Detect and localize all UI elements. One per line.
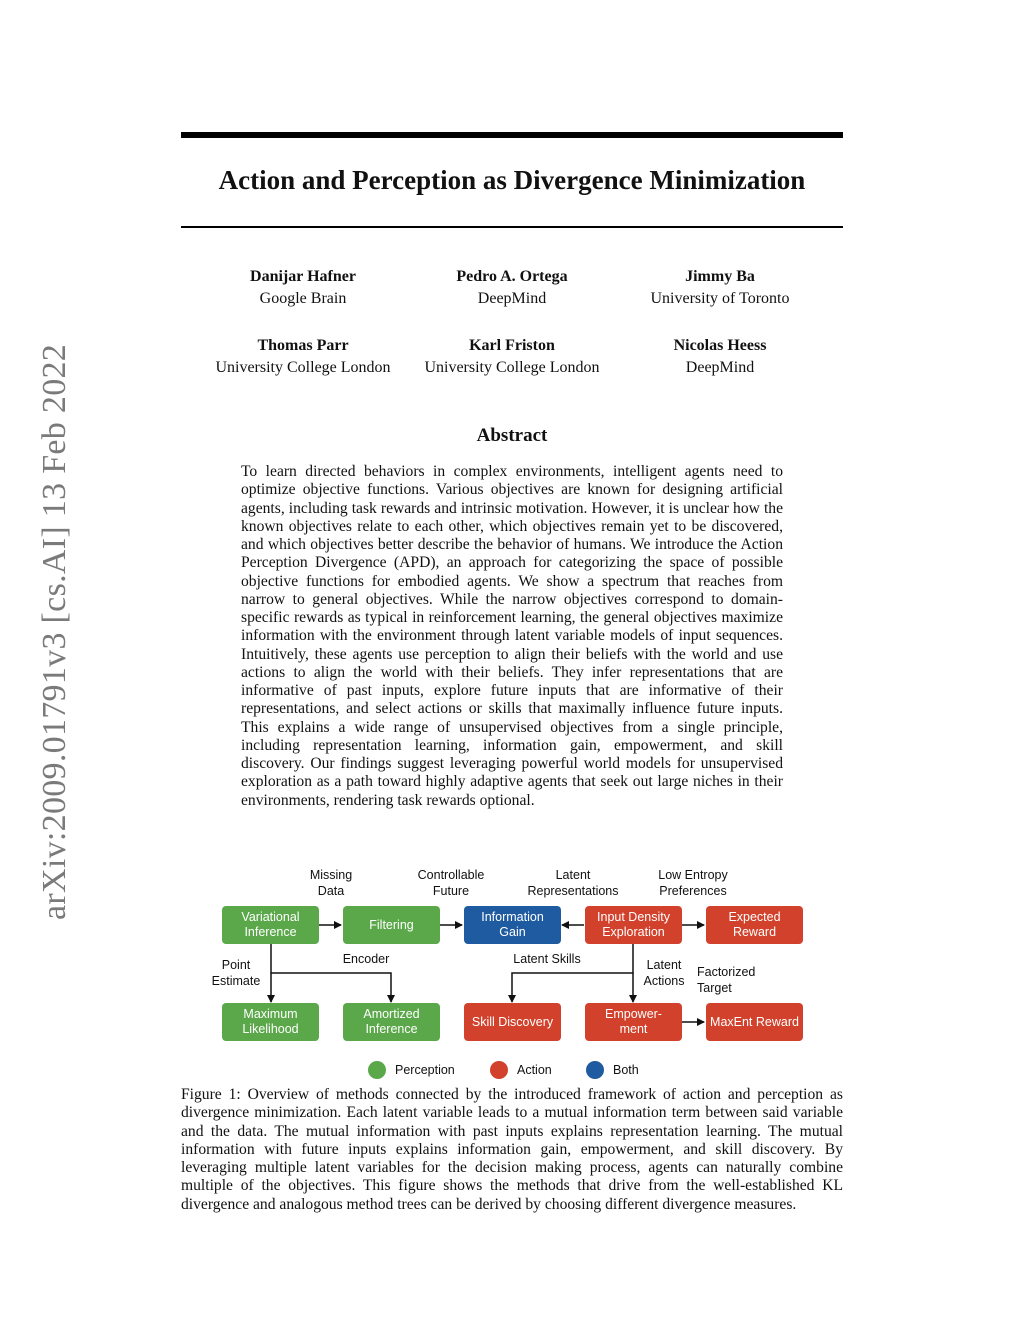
node-maxent-reward: MaxEnt Reward [706, 1003, 803, 1041]
label-missing-data: Missing Data [309, 868, 353, 898]
figure-caption: Figure 1: Overview of methods connected by the introduced framework of action and perception as divergence minimization. Each latent variable leads to a mutual information term between said variable and the data. The mutual information with past inputs explains representation learning. The mutual information with future inputs explains information gain, empowerment, and skill discovery. By leveraging multiple latent variables for the decision making process, agents can naturally combine multiple of the objectives. This figure shows the methods that drive from the well-established KL divergence and analogous method trees can be derived by choosing different divergence measures. [181, 1086, 843, 1213]
author-name: Jimmy Ba [685, 268, 755, 285]
label-point-estimate: Point Estimate [211, 958, 261, 988]
author-block [600, 266, 840, 310]
label-encoder: Encoder [342, 952, 390, 966]
label-latent-actions: Latent Actions [643, 958, 685, 988]
author-affiliation: Google Brain [259, 290, 347, 307]
legend-perception-swatch [368, 1061, 386, 1079]
author-affiliation: University College London [215, 359, 391, 376]
legend-both-label: Both [613, 1063, 639, 1077]
node-input-density-exploration: Input Density Exploration [585, 906, 682, 944]
author-name: Pedro A. Ortega [456, 268, 568, 285]
author-name: Danijar Hafner [250, 268, 356, 285]
label-low-entropy-preferences: Low Entropy Preferences [658, 868, 728, 898]
legend-action-swatch [490, 1061, 508, 1079]
label-factorized-target: Factorized Target [697, 965, 756, 995]
author-affiliation: DeepMind [477, 290, 547, 307]
node-variational-inference: Variational Inference [222, 906, 319, 944]
author-name: Thomas Parr [257, 337, 349, 354]
node-empowerment: Empower- ment [585, 1003, 682, 1041]
node-skill-discovery: Skill Discovery [464, 1003, 561, 1041]
node-amortized-inference: Amortized Inference [343, 1003, 440, 1041]
node-expected-reward: Expected Reward [706, 906, 803, 944]
author-affiliation: DeepMind [685, 359, 755, 376]
label-latent-skills: Latent Skills [513, 952, 581, 966]
node-filtering: Filtering [343, 906, 440, 944]
node-information-gain: Information Gain [464, 906, 561, 944]
arxiv-identifier: arXiv:2009.01791v3 [cs.AI] 13 Feb 2022 [36, 343, 73, 920]
author-affiliation: University College London [424, 359, 600, 376]
legend-action-label: Action [517, 1063, 552, 1077]
author-block [392, 335, 632, 379]
title-bottom-rule [181, 226, 843, 228]
paper-title: Action and Perception as Divergence Minimization [218, 165, 806, 195]
author-name: Karl Friston [469, 337, 555, 354]
author-affiliation: University of Toronto [650, 290, 790, 307]
author-block [183, 266, 423, 310]
abstract-text: To learn directed behaviors in complex environments, intelligent agents need to optimize objective functions. Various objectives are known for designing artificial agents, including task rewards and intrinsic motivation. However, it is unclear how the known objectives relate to each other, which objectives remain yet to be discovered, and which objectives better describe the behavior of humans. We introduce the Action Perception Divergence (APD), an approach for categorizing the space of possible objective functions for embodied agents. We show a spectrum that reaches from narrow to general objectives. While the narrow objectives correspond to domain-specific rewards as typical in reinforcement learning, the general objectives maximize information with the environment through latent variable models of input sequences. Intuitively, these agents use perception to align their beliefs with the world and use actions to align the world with their beliefs. They infer representations that are informative of past inputs, explore future inputs that are informative of their representations, and select actions or skills that maximally influence future inputs. This explains a wide range of unsupervised objectives from a single principle, including representation learning, information gain, empowerment, and skill discovery. Our findings suggest leveraging powerful world models for unsupervised exploration as a path toward highly adaptive agents that seek out large niches in their environments, rendering task rewards optional. [241, 463, 783, 809]
author-block [183, 335, 423, 379]
legend-perception-label: Perception [395, 1063, 455, 1077]
author-block [392, 266, 632, 310]
label-latent-representations: Latent Representations [527, 868, 619, 898]
abstract-heading: Abstract [476, 425, 548, 446]
title-top-rule [181, 132, 843, 138]
legend-both-swatch [586, 1061, 604, 1079]
node-maximum-likelihood: Maximum Likelihood [222, 1003, 319, 1041]
label-controllable-future: Controllable Future [417, 868, 485, 898]
author-block [600, 335, 840, 379]
author-name: Nicolas Heess [673, 337, 767, 354]
figure-1-diagram [181, 860, 843, 1085]
